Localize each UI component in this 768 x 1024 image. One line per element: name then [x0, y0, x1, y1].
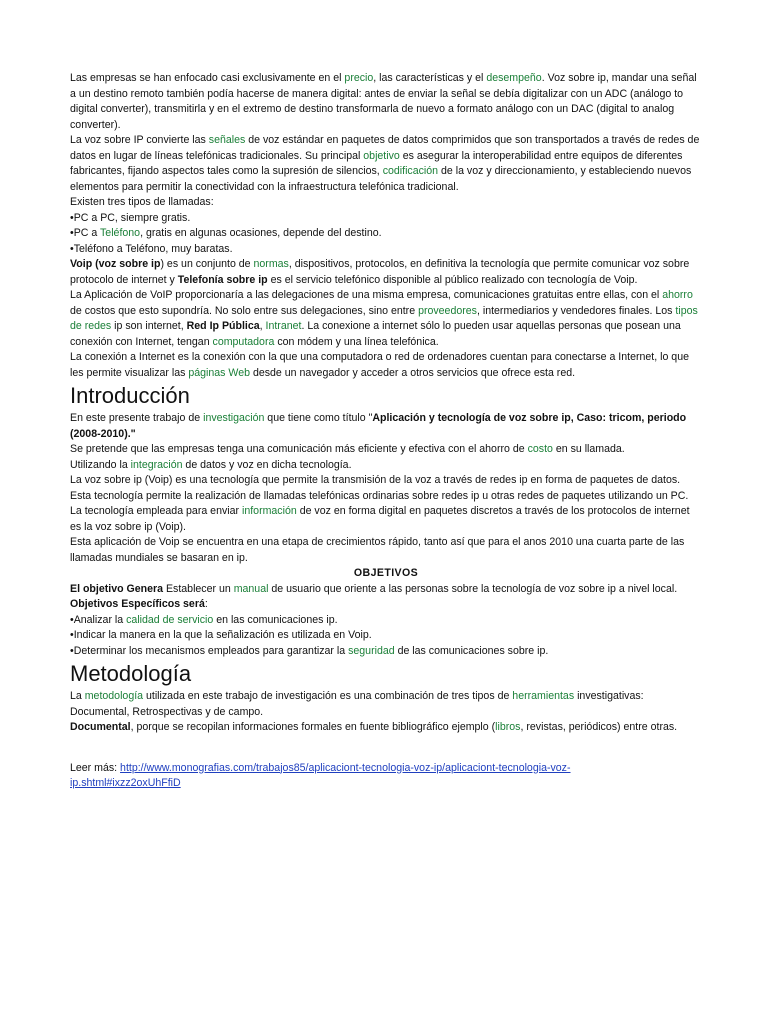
keyword-link-intranet[interactable]: Intranet: [265, 320, 302, 332]
keyword-link-proveedores[interactable]: proveedores: [418, 304, 477, 317]
call-type-pc-phone: •PC a Teléfono, gratis en algunas ocasiones, depende del destino.: [70, 227, 382, 239]
call-type-pc-pc: •PC a PC, siempre gratis.: [70, 211, 191, 224]
heading-introduccion: Introducción: [70, 383, 190, 408]
keyword-link-computadora[interactable]: computadora: [212, 335, 275, 348]
keyword-link-senales[interactable]: señales: [208, 134, 246, 146]
keyword-link-metodologia[interactable]: metodología: [84, 690, 144, 702]
documental-paragraph: Documental, porque se recopilan informaciones formales en fuente bibliográfico ejemplo (libros, revistas, periódicos) entre otras.: [70, 721, 678, 733]
keyword-link-ahorro[interactable]: ahorro: [662, 289, 693, 301]
paragraph-voip-definition: Voip (voz sobre ip) es un conjunto de normas, dispositivos, protocolos, en definitiva la tecnología que permite comunicar voz sobre protocolo de internet y Telefonía sobre ip es el servicio telefónico disponible al público realizado con tecnología de Voip.: [70, 258, 690, 286]
objetivo-item-senalizacion: •Indicar la manera en la que la señalización es utilizada en Voip.: [70, 629, 372, 641]
keyword-link-manual[interactable]: manual: [233, 582, 269, 595]
keyword-link-costo[interactable]: costo: [527, 443, 553, 455]
keyword-link-objetivo[interactable]: objetivo: [363, 149, 400, 162]
intro-paragraph-title: En este presente trabajo de investigación que tiene como título "Aplicación y tecnología de voz sobre ip, Caso: tricom, periodo (2008-2010).": [70, 412, 687, 440]
keyword-link-precio[interactable]: precio: [344, 72, 374, 84]
keyword-link-investigacion[interactable]: investigación: [203, 412, 265, 424]
metodologia-paragraph: La metodología utilizada en este trabajo de investigación es una combinación de tres tipos de herramientas investigativas: Documental, Retrospectivas y de campo.: [70, 690, 644, 718]
paragraph-intro-business: Las empresas se han enfocado casi exclusivamente en el precio, las características y el desempeño. Voz sobre ip, mandar una señal a un destino remoto también podía hacerse de manera digital: antes de enviar la señal se debía digitalizar con un ADC (análogo to digital converter), transmitirla y en el extremo de destino transformarla de nuevo a formato análogo con un DAC (digital to analog converter).: [70, 72, 697, 131]
source-link[interactable]: http://www.monografias.com/trabajos85/aplicaciont-tecnologia-voz-ip/aplicaciont-tecnologia-voz- ip.shtml#ixzz2oxUhFfiD: [70, 761, 571, 789]
intro-paragraph-voip-tech: La voz sobre ip (Voip) es una tecnología que permite la transmisión de la voz a través de redes ip en forma de paquetes de datos. Esta tecnología permite la realización de llamadas telefónicas ordinarias sobre redes ip u otras redes de paquetes utilizando un PC.: [70, 474, 689, 502]
keyword-link-telefono[interactable]: Teléfono: [100, 227, 141, 239]
paragraph-voip-conversion: La voz sobre IP convierte las señales de voz estándar en paquetes de datos comprimidos que son transportados a través de redes de datos en lugar de líneas telefónicas tradicionales. Su principal objetivo es asegurar la interoperabilidad entre equipos de diferentes fabricantes, fijando aspectos tales como la supresión de silencios, codificación de la voz y direccionamiento, y estableciendo nuevos elementos para permitir la conectividad con la infraestructura telefónica tradicional.: [70, 134, 700, 193]
intro-paragraph-information: La tecnología empleada para enviar información de voz en forma digital en paquetes discretos a través de los protocolos de internet es la voz sobre ip (Voip).: [70, 505, 690, 533]
objetivos-especificos-label: Objetivos Específicos será:: [70, 598, 208, 610]
objetivos-heading: OBJETIVOS: [353, 567, 419, 579]
objetivo-item-seguridad: •Determinar los mecanismos empleados para garantizar la seguridad de las comunicaciones sobre ip.: [70, 644, 549, 657]
intro-paragraph-growth: Esta aplicación de Voip se encuentra en una etapa de crecimientos rápido, tanto así que para el anos 2010 una cuarta parte de las llamadas mundiales se basaran en ip.: [70, 536, 685, 564]
keyword-link-paginas-web[interactable]: páginas Web: [188, 366, 250, 379]
objetivo-general: El objetivo Genera Establecer un manual de usuario que oriente a las personas sobre la tecnología de voz sobre ip a nivel local.: [70, 582, 678, 595]
calls-intro: Existen tres tipos de llamadas:: [70, 196, 214, 208]
objetivo-item-calidad: •Analizar la calidad de servicio en las comunicaciones ip.: [70, 613, 338, 626]
read-more-label: Leer más:: [70, 761, 121, 774]
keyword-link-herramientas[interactable]: herramientas: [512, 690, 575, 702]
paragraph-internet-connection: La conexión a Internet es la conexión con la que una computadora o red de ordenadores cuentan para conectarse a Internet, lo que les permite visualizar las páginas Web desde un navegador y acceder a otros servicios que ofrece esta red.: [70, 351, 689, 379]
keyword-link-integracion[interactable]: integración: [130, 458, 183, 471]
keyword-link-libros[interactable]: libros: [495, 721, 521, 733]
keyword-link-tipos-de-redes[interactable]: tipos de redes: [70, 304, 698, 332]
intro-paragraph-cost: Se pretende que las empresas tenga una comunicación más eficiente y efectiva con el ahorro de costo en su llamada.: [70, 443, 625, 455]
keyword-link-seguridad[interactable]: seguridad: [348, 644, 395, 657]
keyword-link-calidad-de-servicio[interactable]: calidad de servicio: [126, 613, 214, 626]
keyword-link-normas[interactable]: normas: [253, 258, 289, 270]
call-type-phone-phone: •Teléfono a Teléfono, muy baratas.: [70, 242, 233, 255]
keyword-link-desempeno[interactable]: desempeño: [486, 72, 542, 84]
keyword-link-informacion[interactable]: información: [241, 505, 297, 517]
keyword-link-codificacion[interactable]: codificación: [382, 165, 439, 177]
paragraph-voip-application: La Aplicación de VoIP proporcionaría a las delegaciones de una misma empresa, comunicaciones gratuitas entre ellas, con el ahorro de costos que esto supondría. No solo entre sus delegaciones, sino entre proveedores, intermediarios y vendedores finales. Los tipos de redes ip son internet, Red Ip Pública, Intranet. La conexione a internet sólo lo pueden usar aquellas personas que posean una conexión con Internet, tengan computadora con módem y una línea telefónica.: [70, 289, 698, 348]
read-more: [70, 761, 702, 791]
heading-metodologia: Metodología: [70, 661, 192, 686]
intro-paragraph-integration: Utilizando la integración de datos y voz en dicha tecnología.: [70, 458, 352, 471]
